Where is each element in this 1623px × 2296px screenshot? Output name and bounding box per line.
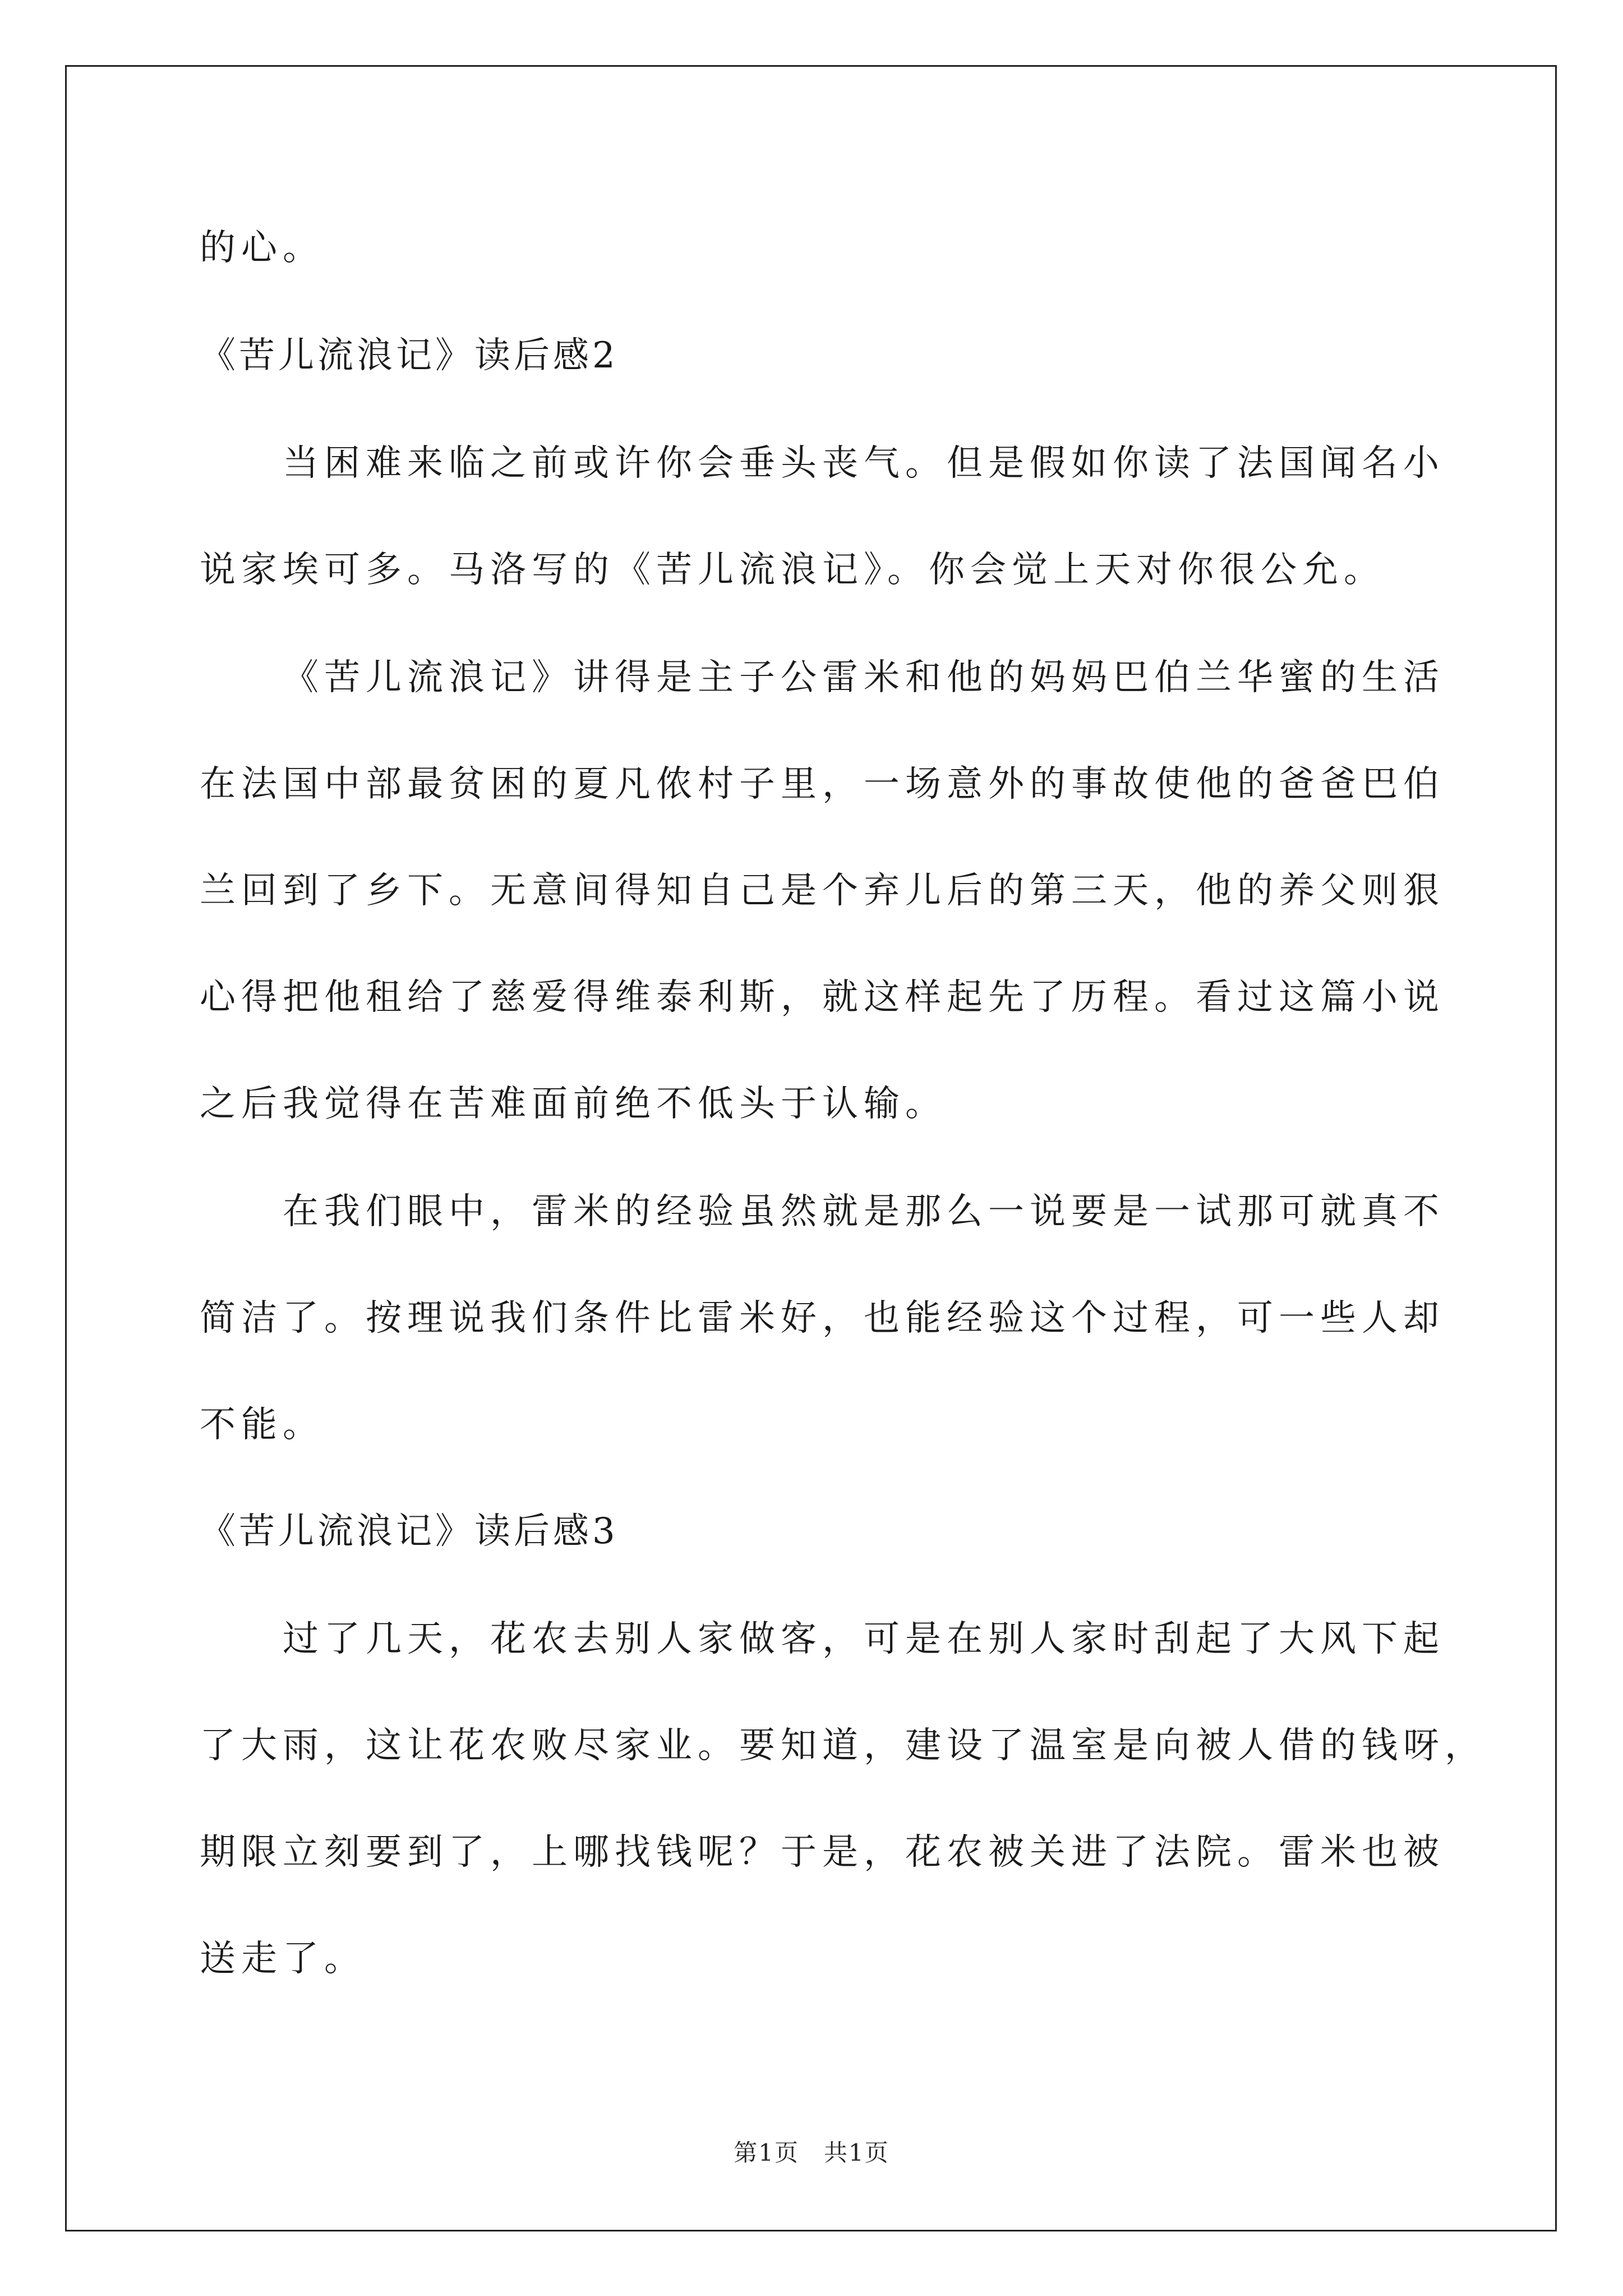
section-heading: 《苦儿流浪记》读后感2 bbox=[200, 335, 619, 376]
text-line: 期限立刻要到了，上哪找钱呢？于是，花农被关进了法院。雷米也被 bbox=[200, 1832, 1445, 1873]
text-line: 在我们眼中，雷米的经验虽然就是那么一说要是一试那可就真不 bbox=[283, 1191, 1445, 1232]
text-line: 的心。 bbox=[200, 227, 324, 269]
text-line: 送走了。 bbox=[200, 1938, 366, 1980]
page-frame bbox=[65, 65, 1557, 2231]
text-line: 当困难来临之前或许你会垂头丧气。但是假如你读了法国闻名小 bbox=[283, 443, 1445, 484]
text-line: 在法国中部最贫困的夏凡侬村子里，一场意外的事故使他的爸爸巴伯 bbox=[200, 763, 1445, 805]
text-line: 简洁了。按理说我们条件比雷米好，也能经验这个过程，可一些人却 bbox=[200, 1297, 1445, 1339]
text-line: 之后我觉得在苦难面前绝不低头于认输。 bbox=[200, 1083, 947, 1125]
text-line: 不能。 bbox=[200, 1404, 324, 1446]
text-line: 兰回到了乡下。无意间得知自己是个弃儿后的第三天，他的养父则狠 bbox=[200, 870, 1445, 912]
page-number-footer: 第1页 共1页 bbox=[734, 2139, 889, 2166]
text-line: 《苦儿流浪记》讲得是主子公雷米和他的妈妈巴伯兰华蜜的生活 bbox=[283, 657, 1445, 698]
text-line: 心得把他租给了慈爱得维泰利斯，就这样起先了历程。看过这篇小说 bbox=[200, 977, 1445, 1018]
text-line: 过了几天，花农去别人家做客，可是在别人家时刮起了大风下起 bbox=[283, 1618, 1445, 1660]
text-line: 了大雨，这让花农败尽家业。要知道，建设了温室是向被人借的钱呀， bbox=[200, 1725, 1486, 1766]
text-line: 说家埃可多。马洛写的《苦儿流浪记》。你会觉上天对你很公允。 bbox=[200, 549, 1385, 591]
section-heading: 《苦儿流浪记》读后感3 bbox=[200, 1511, 619, 1552]
